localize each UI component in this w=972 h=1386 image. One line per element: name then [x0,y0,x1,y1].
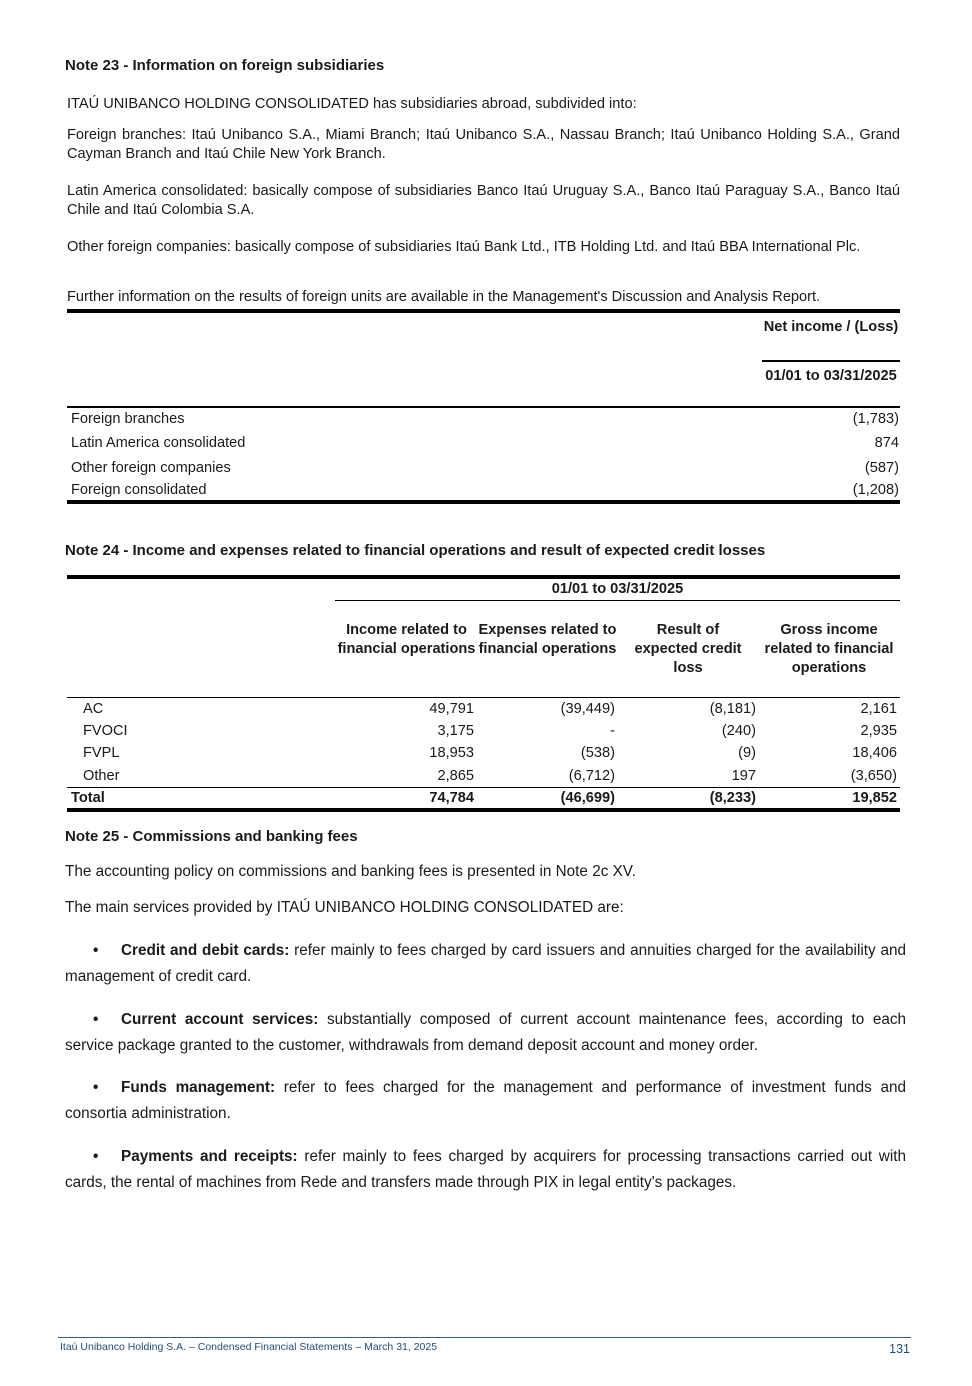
bullet-item-current-account [65,1007,906,1059]
note-25-policy: The accounting policy on commissions and banking fees is presented in Note 2c XV. [65,863,636,880]
row-value: 2,865 [437,768,474,784]
note-25-intro: The main services provided by ITAÚ UNIBANCO HOLDING CONSOLIDATED are: [65,899,624,916]
row-value: (39,449) [560,701,615,717]
row-value: (6,712) [568,768,615,784]
row-value: 2,161 [860,701,897,717]
row-value: 49,791 [429,701,474,717]
bullet-icon: • [93,1011,99,1028]
period-divider [335,600,900,601]
bullet-text: refer mainly to fees charged by acquirers for processing transactions carried out with cards, the rental of machines from Rede and transfers made through PIX in legal entity's packages. [65,1148,906,1191]
bullet-icon: • [93,1079,99,1096]
total-value: 74,784 [429,790,474,806]
row-value: (1,783) [852,411,899,427]
bullet-text: refer to fees charged for the management and performance of investment funds and consortia administration. [65,1079,906,1122]
row-value: (8,181) [709,701,756,717]
header-bottom-rule [67,697,900,698]
bullet-term: Funds management: [121,1079,276,1096]
row-value: 2,935 [860,723,897,739]
row-value: 874 [874,435,899,451]
bullet-text: substantially composed of current account maintenance fees, according to each service package granted to the customer, withdrawals from demand deposit account and money order. [65,1011,906,1054]
row-label: Latin America consolidated [71,435,246,451]
period-header: 01/01 to 03/31/2025 [551,581,684,597]
table-top-rule [67,575,900,579]
bullet-item-funds-management [65,1075,906,1127]
column-header-credit-loss: Result of expected credit loss [634,622,742,676]
bullet-text: refer mainly to fees charged by card issuers and annuities charged for the availability and management of credit card. [65,942,907,985]
table-top-rule [67,309,900,313]
row-label: Other [83,768,120,784]
row-label: Foreign consolidated [71,482,207,498]
note-23-paragraph: Foreign branches: Itaú Unibanco S.A., Miami Branch; Itaú Unibanco S.A., Nassau Branch; Itaú Unibanco Holding S.A., Grand Cayman Branch and Itaú Chile New York Branch. [67,127,900,162]
row-label: Other foreign companies [71,460,231,476]
bullet-term: Current account services: [121,1011,319,1028]
footer-divider [58,1337,911,1338]
note-23-title: Note 23 - Information on foreign subsidiaries [65,57,385,74]
note-23-intro: ITAÚ UNIBANCO HOLDING CONSOLIDATED has subsidiaries abroad, subdivided into: [67,96,637,112]
bullet-term: Credit and debit cards: [121,942,290,959]
bullet-item-credit-cards [65,938,906,990]
page-number: 131 [889,1342,910,1356]
table-bottom-rule [67,500,900,504]
total-value: (46,699) [560,790,615,806]
row-value: (1,208) [852,482,899,498]
row-value: (538) [580,745,615,761]
total-top-rule [67,787,900,788]
row-value: (587) [864,460,899,476]
column-header-period: 01/01 to 03/31/2025 [765,368,897,384]
row-value: - [610,723,615,739]
column-header-expenses: Expenses related to financial operations [478,622,617,657]
column-header-gross-income: Gross income related to financial operations [764,622,894,676]
row-value: 18,406 [852,745,897,761]
bullet-icon: • [93,1148,99,1165]
header-bottom-rule [67,406,900,408]
bullet-term: Payments and receipts: [121,1148,298,1165]
note-25-title: Note 25 - Commissions and banking fees [65,828,358,845]
column-header-income: Income related to financial operations [337,622,476,657]
row-value: (3,650) [850,768,897,784]
row-label: FVOCI [83,723,128,739]
total-value: 19,852 [852,790,897,806]
row-value: 3,175 [437,723,474,739]
total-value: (8,233) [709,790,756,806]
row-value: (240) [721,723,756,739]
note-23-paragraph: Other foreign companies: basically compose of subsidiaries Itaú Bank Ltd., ITB Holding Ltd. and Itaú BBA International Plc. [67,239,861,255]
row-label: AC [83,701,104,717]
note-24-title: Note 24 - Income and expenses related to financial operations and result of expected credit losses [65,542,766,559]
total-label: Total [71,790,105,806]
row-value: 197 [731,768,756,784]
bullet-item-payments [65,1144,906,1196]
column-header-net-income: Net income / (Loss) [763,319,899,335]
row-value: (9) [738,745,756,761]
bullet-icon: • [93,942,99,959]
row-label: Foreign branches [71,411,185,427]
note-23-paragraph: Latin America consolidated: basically compose of subsidiaries Banco Itaú Uruguay S.A., Banco Itaú Paraguay S.A., Banco Itaú Chile and Itaú Colombia S.A. [67,183,900,218]
row-label: FVPL [83,745,120,761]
note-23-paragraph: Further information on the results of foreign units are available in the Management's Discussion and Analysis Report. [67,289,821,305]
footer-text: Itaú Unibanco Holding S.A. – Condensed Financial Statements – March 31, 2025 [60,1341,438,1353]
table-bottom-rule [67,808,900,812]
row-value: 18,953 [429,745,474,761]
header-divider [762,360,900,362]
